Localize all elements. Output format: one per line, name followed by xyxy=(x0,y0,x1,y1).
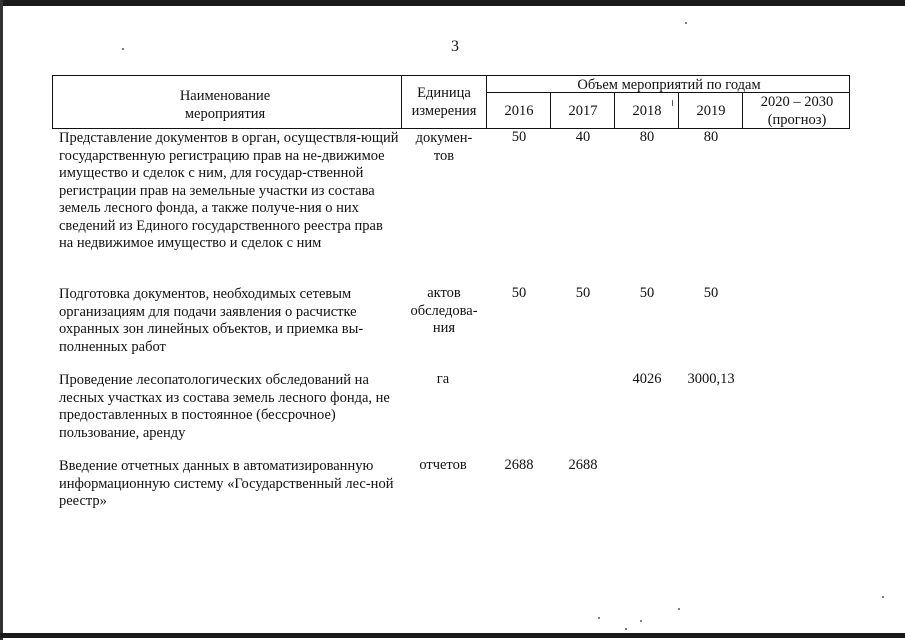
header-year-2016: 2016 xyxy=(504,103,534,119)
row-3-name: Проведение лесопатологических обследований на лесных участках из состава земель лесного фонда, не предоставленных в постоянное (бессрочное) пользование, аренду xyxy=(59,372,390,441)
row-3-unit: га xyxy=(436,371,450,387)
scan-speck xyxy=(640,620,642,622)
row-4-unit: отчетов xyxy=(419,457,467,473)
header-year-2019: 2019 xyxy=(696,103,726,119)
header-year-2017: 2017 xyxy=(568,103,598,119)
row-1-value-2019: 80 xyxy=(703,129,719,145)
row-1-value-2018: 80 xyxy=(639,129,655,145)
row-4-value-2017: 2688 xyxy=(568,457,598,473)
row-2-value-2017: 50 xyxy=(575,285,591,301)
row-2-value-2016: 50 xyxy=(511,285,527,301)
header-unit: Единица измерения xyxy=(411,85,477,119)
page-number: 3 xyxy=(451,38,459,55)
row-2-name: Подготовка документов, необходимых сетевым организациям для подачи заявления о расчистке охранных зон линейных объектов, и приемка вы-полненных работ xyxy=(59,286,364,355)
header-volume-group: Объем мероприятий по годам xyxy=(577,77,761,93)
scan-top-edge xyxy=(0,0,905,6)
header-name: Наименование мероприятия xyxy=(179,88,271,122)
header-forecast: 2020 – 2030 (прогноз) xyxy=(760,94,834,128)
row-4-name: Введение отчетных данных в автоматизированную информационную систему «Государственный лес-ной реестр» xyxy=(59,458,394,509)
row-3-value-2018: 4026 xyxy=(632,371,662,387)
row-2-value-2019: 50 xyxy=(703,285,719,301)
scan-speck xyxy=(672,100,673,106)
row-4-value-2016: 2688 xyxy=(504,457,534,473)
scan-speck xyxy=(685,22,687,24)
scan-speck xyxy=(678,608,680,610)
header-year-2018: 2018 xyxy=(632,103,662,119)
row-3-value-2019: 3000,13 xyxy=(687,371,735,387)
scan-speck xyxy=(122,48,124,50)
scan-speck xyxy=(882,596,884,598)
scan-bottom-edge xyxy=(0,633,905,638)
row-1-value-2016: 50 xyxy=(511,129,527,145)
row-2-unit: актов обследова-ния xyxy=(410,285,478,336)
scan-speck xyxy=(625,628,627,630)
scan-left-edge xyxy=(0,0,3,640)
row-1-name: Представление документов в орган, осуществля-ющий государственную регистрацию прав на не-движимое имущество и сделок с ним, для государ-ственной регистрации прав на земельные участки из состава земель лесного фонда, а также получе-ния о них сведений из Единого государственного реестра прав на недвижимое имущество и сделок с ним xyxy=(59,130,399,251)
scan-speck xyxy=(598,617,600,619)
row-2-value-2018: 50 xyxy=(639,285,655,301)
row-1-unit: докумен-тов xyxy=(415,130,473,164)
row-1-value-2017: 40 xyxy=(575,129,591,145)
